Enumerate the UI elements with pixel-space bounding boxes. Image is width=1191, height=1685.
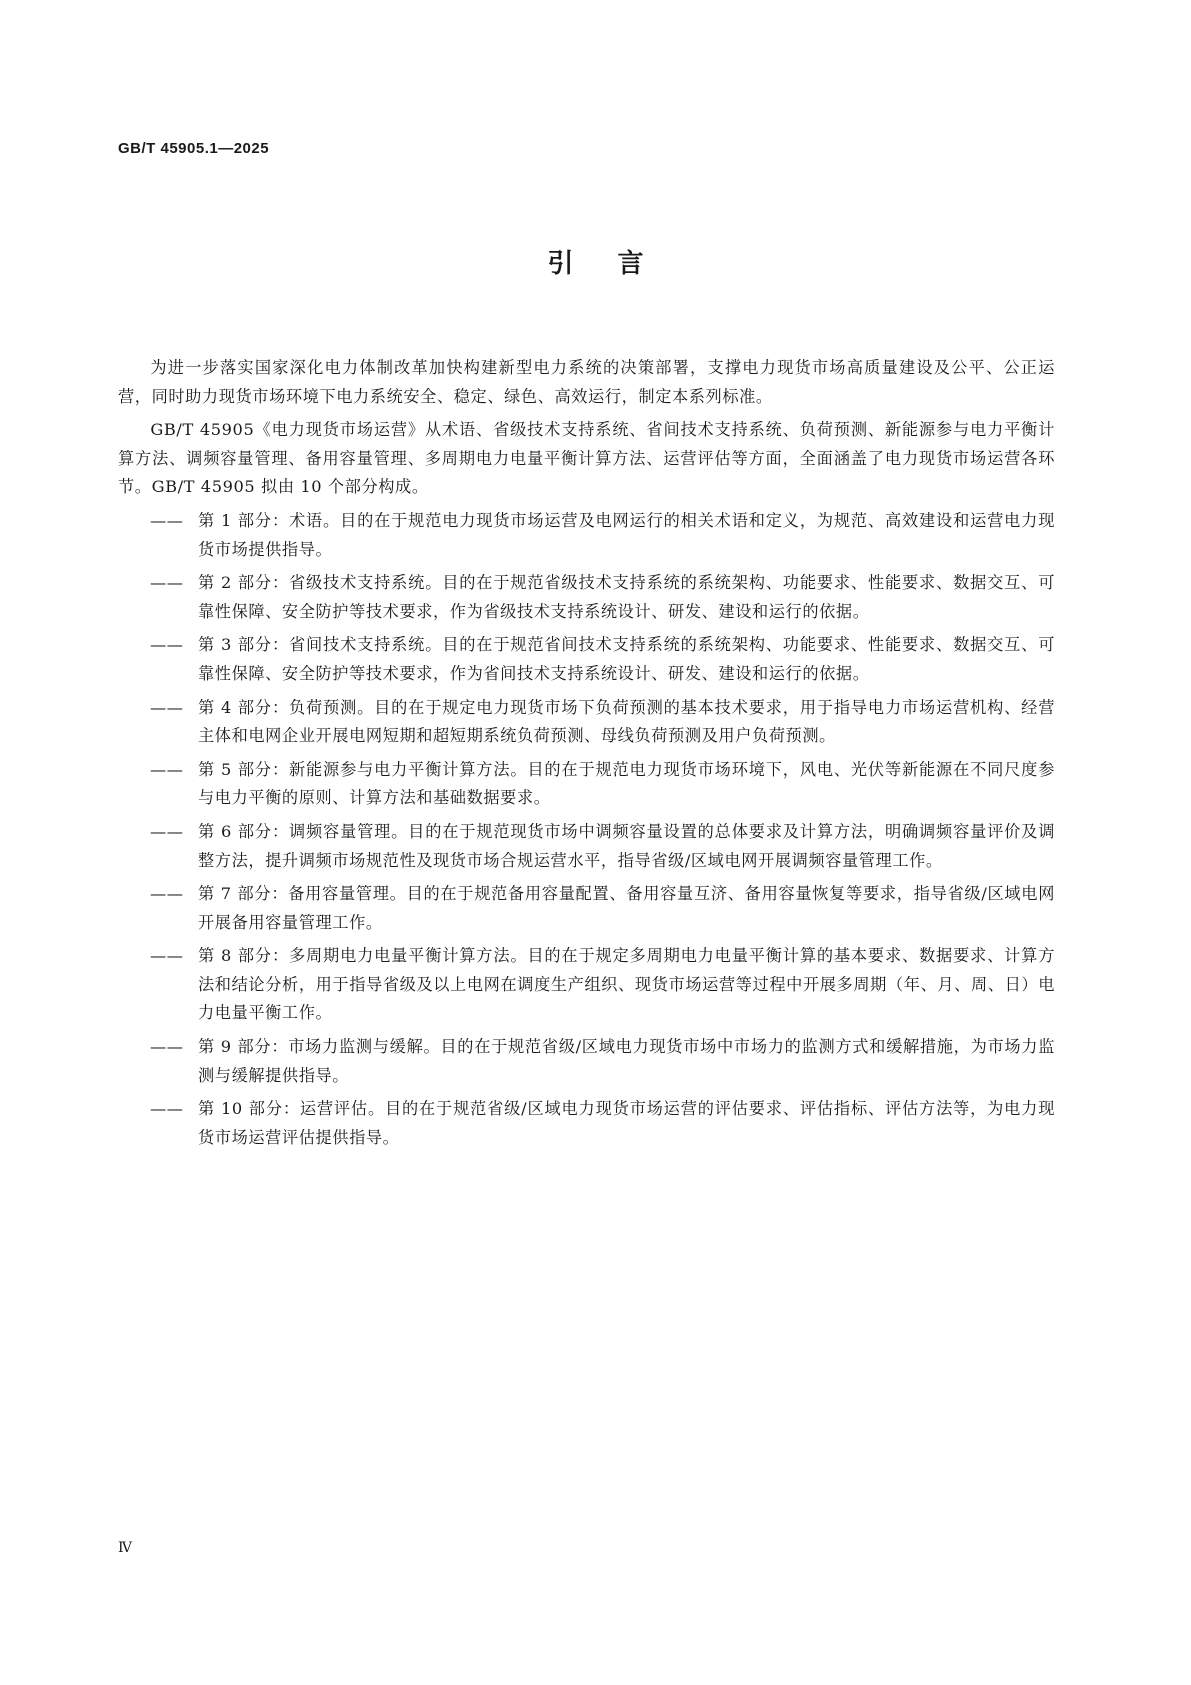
list-item — [118, 1095, 1055, 1152]
list-item-text: 第 5 部分：新能源参与电力平衡计算方法。目的在于规范电力现货市场环境下，风电、光伏等新能源在不同尺度参与电力平衡的原则、计算方法和基础数据要求。 — [198, 759, 1055, 808]
intro-paragraph-2: GB/T 45905《电力现货市场运营》从术语、省级技术支持系统、省间技术支持系统、负荷预测、新能源参与电力平衡计算方法、调频容量管理、备用容量管理、多周期电力电量平衡计算方法、运营评估等方面，全面涵盖了电力现货市场运营各环节。GB/T 45905 拟由 10 个部分构成。 — [118, 420, 1055, 497]
list-item — [118, 694, 1055, 751]
list-item — [118, 1033, 1055, 1090]
list-item — [118, 942, 1055, 1028]
list-item-text: 第 10 部分：运营评估。目的在于规范省级/区域电力现货市场运营的评估要求、评估指标、评估方法等，为电力现货市场运营评估提供指导。 — [198, 1099, 1055, 1147]
list-item-text: 第 3 部分：省间技术支持系统。目的在于规范省间技术支持系统的系统架构、功能要求、性能要求、数据交互、可靠性保障、安全防护等技术要求，作为省间技术支持系统设计、研发、建设和运行的依据。 — [198, 635, 1055, 683]
list-item — [118, 631, 1055, 688]
list-item — [118, 880, 1055, 937]
section-title: 引言 — [547, 249, 688, 279]
intro-paragraph-1: 为进一步落实国家深化电力体制改革加快构建新型电力系统的决策部署，支撑电力现货市场高质量建设及公平、公正运营，同时助力现货市场环境下电力系统安全、稳定、绿色、高效运行，制定本系列标准。 — [118, 358, 1055, 406]
list-item — [118, 569, 1055, 626]
list-item — [118, 818, 1055, 875]
list-dash: —— — [150, 1099, 184, 1119]
page-number: Ⅳ — [118, 1540, 132, 1556]
list-item-text: 第 1 部分：术语。目的在于规范电力现货市场运营及电网运行的相关术语和定义，为规范、高效建设和运营电力现货市场提供指导。 — [198, 510, 1055, 559]
list-dash: —— — [150, 759, 184, 779]
list-item-text: 第 2 部分：省级技术支持系统。目的在于规范省级技术支持系统的系统架构、功能要求、性能要求、数据交互、可靠性保障、安全防护等技术要求，作为省级技术支持系统设计、研发、建设和运行的依据。 — [198, 573, 1055, 621]
list-item — [118, 756, 1055, 813]
list-dash: —— — [150, 573, 184, 593]
list-item-text: 第 9 部分：市场力监测与缓解。目的在于规范省级/区域电力现货市场中市场力的监测方式和缓解措施，为市场力监测与缓解提供指导。 — [198, 1037, 1055, 1085]
list-dash: —— — [150, 1037, 184, 1057]
list-dash: —— — [150, 821, 184, 841]
list-dash: —— — [150, 884, 184, 904]
list-item-text: 第 8 部分：多周期电力电量平衡计算方法。目的在于规定多周期电力电量平衡计算的基本要求、数据要求、计算方法和结论分析，用于指导省级及以上电网在调度生产组织、现货市场运营等过程中开展多周期（年、月、周、日）电力电量平衡工作。 — [198, 946, 1055, 1023]
list-dash: —— — [150, 946, 184, 966]
list-dash: —— — [150, 510, 184, 530]
list-item-text: 第 4 部分：负荷预测。目的在于规定电力现货市场下负荷预测的基本技术要求，用于指导电力市场运营机构、经营主体和电网企业开展电网短期和超短期系统负荷预测、母线负荷预测及用户负荷预测。 — [198, 697, 1055, 746]
parts-list — [118, 507, 1055, 1152]
standard-code: GB/T 45905.1—2025 — [118, 140, 270, 157]
list-dash: —— — [150, 635, 184, 655]
list-dash: —— — [150, 697, 184, 717]
list-item-text: 第 6 部分：调频容量管理。目的在于规范现货市场中调频容量设置的总体要求及计算方法，明确调频容量评价及调整方法，提升调频市场规范性及现货市场合规运营水平，指导省级/区域电网开展调频容量管理工作。 — [198, 821, 1055, 870]
list-item-text: 第 7 部分：备用容量管理。目的在于规范备用容量配置、备用容量互济、备用容量恢复等要求，指导省级/区域电网开展备用容量管理工作。 — [198, 884, 1055, 932]
body-text — [118, 354, 1055, 1157]
list-item — [118, 507, 1055, 564]
